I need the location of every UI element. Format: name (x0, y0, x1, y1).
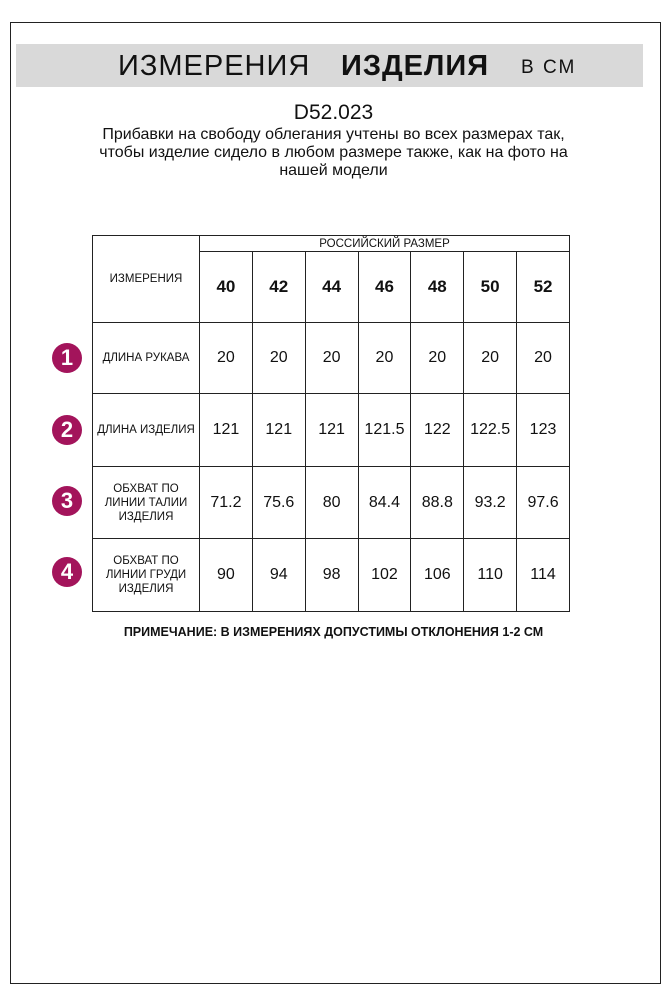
value-cell: 71.2 (200, 467, 253, 539)
value-cell: 122 (411, 394, 464, 467)
size-cell: 52 (517, 252, 570, 323)
value-cell: 122.5 (464, 394, 517, 467)
value-cell: 123 (517, 394, 570, 467)
description-line: чтобы изделие сидело в любом размере также, как на фото на (99, 144, 568, 161)
number-badge-2: 2 (52, 415, 82, 445)
row-label-line: ЛИНИИ ТАЛИИ (104, 496, 188, 509)
size-table (92, 235, 570, 612)
title-unit: В СМ (521, 57, 577, 78)
measurements-header: ИЗМЕРЕНИЯ (93, 236, 200, 323)
russian-size-header: РОССИЙСКИЙ РАЗМЕР (200, 236, 570, 252)
size-cell: 44 (305, 252, 358, 323)
value-cell: 121 (305, 394, 358, 467)
value-cell: 106 (411, 539, 464, 612)
value-cell: 97.6 (517, 467, 570, 539)
table-row (93, 539, 570, 612)
value-cell: 114 (517, 539, 570, 612)
row-label-line: ЛИНИИ ГРУДИ (105, 569, 187, 581)
value-cell: 110 (464, 539, 517, 612)
row-label (93, 467, 200, 539)
value-cell: 121 (200, 394, 253, 467)
row-label-line: ИЗДЕЛИЯ (118, 510, 174, 523)
value-cell: 121.5 (358, 394, 411, 467)
value-cell: 20 (464, 323, 517, 394)
value-cell: 84.4 (358, 467, 411, 539)
table-header-row (93, 236, 570, 252)
title-bar (16, 44, 643, 87)
value-cell: 98 (305, 539, 358, 612)
description-line: нашей модели (279, 162, 388, 179)
title-word-measurements: ИЗМЕРЕНИЯ (118, 50, 311, 82)
size-cell: 42 (252, 252, 305, 323)
value-cell: 75.6 (252, 467, 305, 539)
row-label (93, 323, 200, 394)
row-label (93, 539, 200, 612)
row-label-line: ДЛИНА РУКАВА (102, 352, 190, 364)
title-word-product: ИЗДЕЛИЯ (341, 50, 490, 82)
value-cell: 20 (517, 323, 570, 394)
row-label-line: ОБХВАТ ПО (113, 482, 179, 495)
number-badge-3: 3 (52, 486, 82, 516)
number-badge-4: 4 (52, 557, 82, 587)
table-row (93, 467, 570, 539)
product-code: D52.023 (293, 101, 374, 124)
value-cell: 88.8 (411, 467, 464, 539)
value-cell: 20 (252, 323, 305, 394)
value-cell: 80 (305, 467, 358, 539)
value-cell: 94 (252, 539, 305, 612)
row-label-line: ДЛИНА ИЗДЕЛИЯ (97, 424, 195, 436)
size-cell: 50 (464, 252, 517, 323)
description-line: Прибавки на свободу облегания учтены во всех размерах так, (102, 126, 565, 143)
size-cell: 46 (358, 252, 411, 323)
table-row (93, 394, 570, 467)
value-cell: 90 (200, 539, 253, 612)
size-cell: 40 (200, 252, 253, 323)
row-label-line: ОБХВАТ ПО (113, 555, 179, 567)
value-cell: 93.2 (464, 467, 517, 539)
value-cell: 121 (252, 394, 305, 467)
description (90, 126, 577, 180)
number-badge-1: 1 (52, 343, 82, 373)
value-cell: 20 (358, 323, 411, 394)
value-cell: 102 (358, 539, 411, 612)
value-cell: 20 (200, 323, 253, 394)
tolerance-note: ПРИМЕЧАНИЕ: В ИЗМЕРЕНИЯХ ДОПУСТИМЫ ОТКЛОНЕНИЯ 1-2 СМ (123, 625, 544, 639)
row-label-line: ИЗДЕЛИЯ (118, 583, 174, 595)
table-row (93, 323, 570, 394)
row-label (93, 394, 200, 467)
value-cell: 20 (305, 323, 358, 394)
size-cell: 48 (411, 252, 464, 323)
value-cell: 20 (411, 323, 464, 394)
